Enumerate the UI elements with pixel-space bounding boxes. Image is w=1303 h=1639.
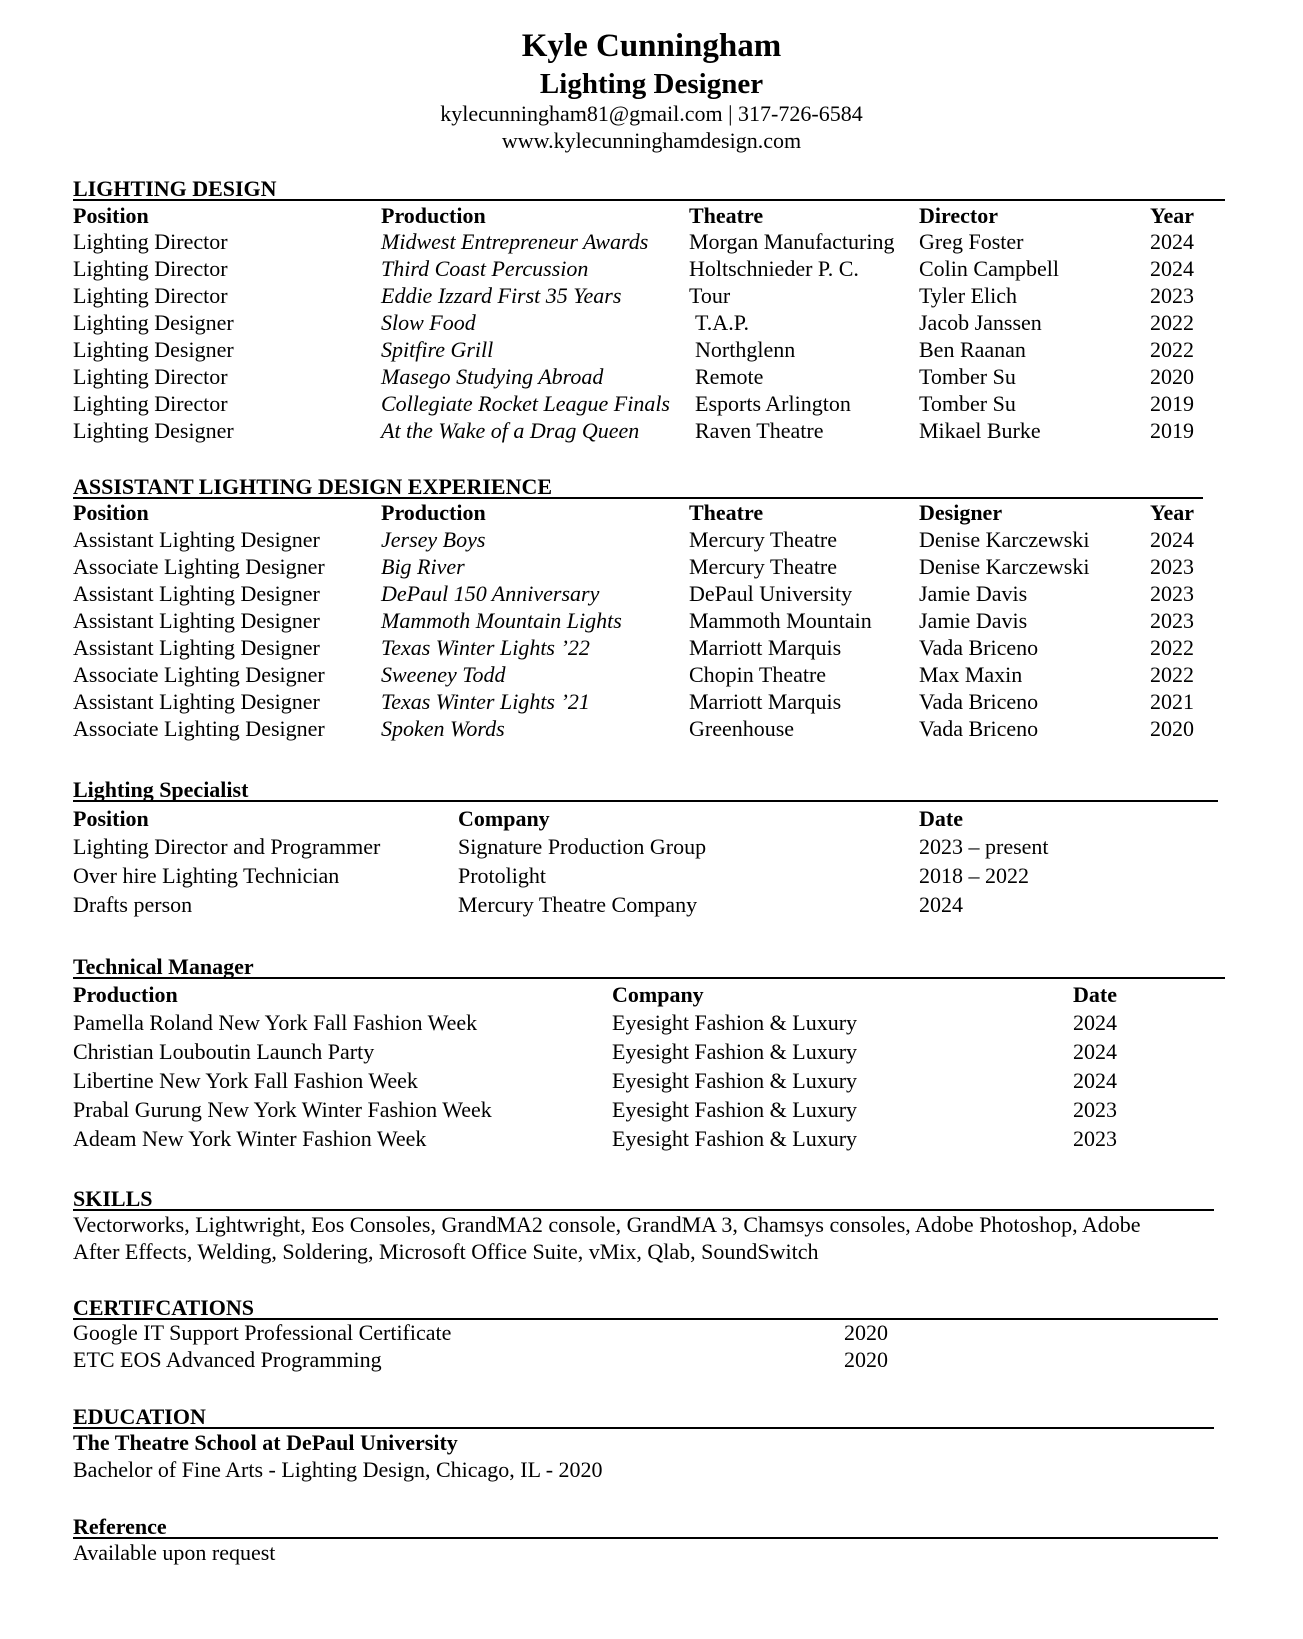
col-position: Position xyxy=(73,203,149,228)
table-row: Assistant Lighting Designer DePaul 150 Anniversary DePaul University Jamie Davis 2023 xyxy=(73,581,1194,606)
candidate-name: Kyle Cunningham xyxy=(521,28,782,64)
education-section xyxy=(73,1404,603,1483)
lighting-design-section xyxy=(73,176,1194,445)
certifications-section xyxy=(73,1295,888,1374)
reference-section xyxy=(73,1514,275,1566)
table-row: Drafts person Mercury Theatre Company 2024 xyxy=(73,892,963,917)
table-row: Pamella Roland New York Fall Fashion Week Eyesight Fashion & Luxury 2024 xyxy=(73,1010,1117,1035)
table-row: Lighting Designer At the Wake of a Drag Queen Raven Theatre Mikael Burke 2019 xyxy=(73,418,1194,443)
table-row: Lighting Director Masego Studying Abroad Remote Tomber Su 2020 xyxy=(73,364,1194,389)
table-row: Lighting Designer Slow Food T.A.P. Jacob Janssen 2022 xyxy=(73,310,1194,335)
table-row: Prabal Gurung New York Winter Fashion Week Eyesight Fashion & Luxury 2023 xyxy=(73,1097,1117,1122)
lighting-specialist-section xyxy=(73,777,1049,921)
section-title: Reference xyxy=(73,1514,275,1539)
section-rule xyxy=(73,1427,1214,1429)
table-row: Associate Lighting Designer Sweeney Todd Chopin Theatre Max Maxin 2022 xyxy=(73,662,1194,687)
skills-line-1: Vectorworks, Lightwright, Eos Consoles, GrandMA2 console, GrandMA 3, Chamsys consoles, Adobe Photoshop, Adobe xyxy=(73,1212,1141,1237)
section-title: SKILLS xyxy=(73,1186,1141,1211)
certification-row: ETC EOS Advanced Programming 2020 xyxy=(73,1347,888,1372)
table-row: Christian Louboutin Launch Party Eyesight Fashion & Luxury 2024 xyxy=(73,1039,1117,1064)
section-title: Lighting Specialist xyxy=(73,777,248,802)
table-row: Libertine New York Fall Fashion Week Eyesight Fashion & Luxury 2024 xyxy=(73,1068,1117,1093)
table-row: Assistant Lighting Designer Jersey Boys Mercury Theatre Denise Karczewski 2024 xyxy=(73,527,1194,552)
col-production: Production xyxy=(381,203,486,228)
col-theatre: Theatre xyxy=(689,203,764,228)
table-row: Lighting Director and Programmer Signature Production Group 2023 – present xyxy=(73,834,1049,859)
table-header-row: Production Company Date xyxy=(73,982,1117,1007)
table-row: Lighting Director Midwest Entrepreneur Awards Morgan Manufacturing Greg Foster 2024 xyxy=(73,229,1194,254)
table-row: Associate Lighting Designer Spoken Words Greenhouse Vada Briceno 2020 xyxy=(73,716,1194,741)
table-header-row xyxy=(73,203,1194,229)
table-row: Lighting Designer Spitfire Grill Northglenn Ben Raanan 2022 xyxy=(73,337,1194,362)
technical-manager-section xyxy=(73,954,1117,1155)
section-title: LIGHTING DESIGN xyxy=(73,176,277,201)
assistant-section xyxy=(73,474,1194,743)
col-director: Director xyxy=(919,203,998,228)
table-header-row: Position Company Date xyxy=(73,806,963,831)
table-row: Adeam New York Winter Fashion Week Eyesight Fashion & Luxury 2023 xyxy=(73,1126,1117,1151)
section-title: EDUCATION xyxy=(73,1404,603,1429)
certification-row: Google IT Support Professional Certificate 2020 xyxy=(73,1320,888,1345)
section-rule xyxy=(73,1209,1214,1211)
col-year: Year xyxy=(1150,203,1194,228)
table-header-row: Position Production Theatre Designer Year xyxy=(73,500,1194,525)
job-title: Lighting Designer xyxy=(539,68,764,100)
school-name: The Theatre School at DePaul University xyxy=(73,1430,458,1455)
contact-line: kylecunningham81@gmail.com | 317-726-6584 xyxy=(440,101,863,126)
degree-line: Bachelor of Fine Arts - Lighting Design, Chicago, IL - 2020 xyxy=(73,1457,603,1482)
table-row: Assistant Lighting Designer Mammoth Mountain Lights Mammoth Mountain Jamie Davis 2023 xyxy=(73,608,1194,633)
skills-section xyxy=(73,1186,1141,1265)
table-row: Lighting Director Eddie Izzard First 35 Years Tour Tyler Elich 2023 xyxy=(73,283,1194,308)
table-row: Assistant Lighting Designer Texas Winter Lights ’22 Marriott Marquis Vada Briceno 2022 xyxy=(73,635,1194,660)
website-line: www.kylecunninghamdesign.com xyxy=(501,128,802,153)
section-title: CERTIFCATIONS xyxy=(73,1295,254,1320)
section-rule xyxy=(73,1537,1218,1539)
table-row: Lighting Director Third Coast Percussion Holtschnieder P. C. Colin Campbell 2024 xyxy=(73,256,1194,281)
table-row: Lighting Director Collegiate Rocket League Finals Esports Arlington Tomber Su 2019 xyxy=(73,391,1194,416)
table-row: Over hire Lighting Technician Protolight 2018 – 2022 xyxy=(73,863,1029,888)
table-row: Assistant Lighting Designer Texas Winter Lights ’21 Marriott Marquis Vada Briceno 2021 xyxy=(73,689,1194,714)
reference-text: Available upon request xyxy=(73,1540,276,1565)
section-title: Technical Manager xyxy=(73,954,254,979)
skills-line-2: After Effects, Welding, Soldering, Microsoft Office Suite, vMix, Qlab, SoundSwitch xyxy=(73,1239,819,1264)
table-row: Associate Lighting Designer Big River Mercury Theatre Denise Karczewski 2023 xyxy=(73,554,1194,579)
section-title: ASSISTANT LIGHTING DESIGN EXPERIENCE xyxy=(73,474,552,499)
